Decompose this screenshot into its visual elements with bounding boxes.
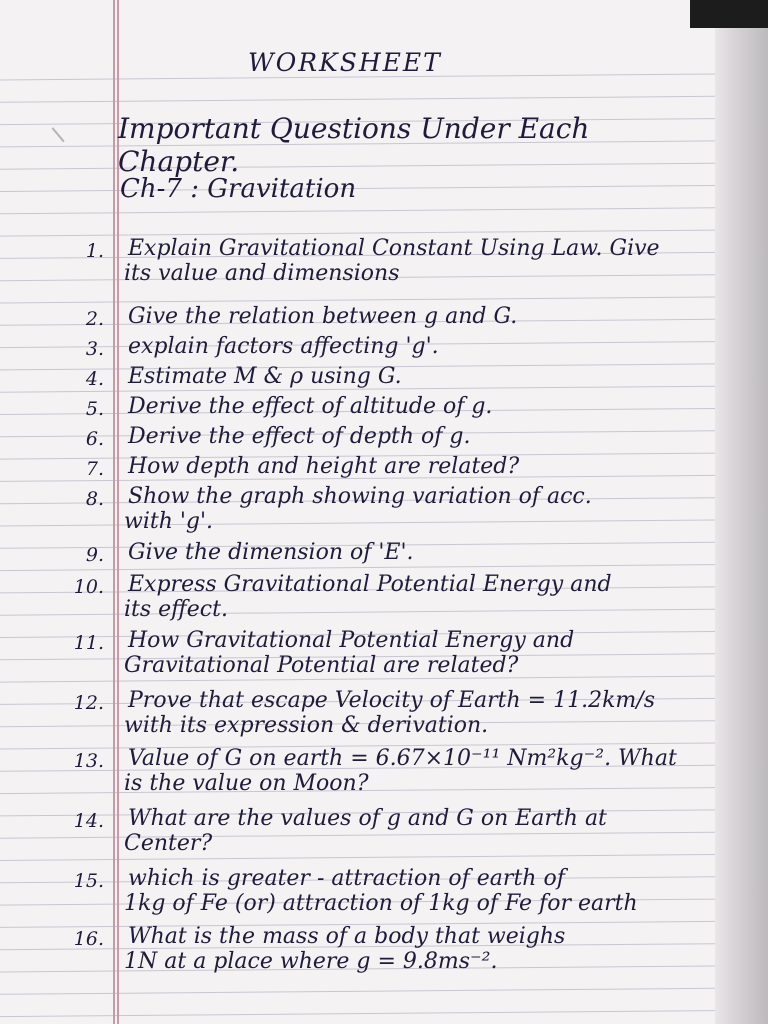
notebook-binding	[715, 0, 768, 1024]
question-number: 16.	[73, 928, 104, 950]
question-number: 8.	[85, 488, 104, 510]
question-text-line: its value and dimensions	[124, 261, 400, 286]
question-number: 7.	[85, 458, 104, 480]
question-text-line: 1N at a place where g = 9.8ms⁻².	[124, 949, 498, 974]
question-text-line: How Gravitational Potential Energy and	[128, 628, 575, 653]
question-number: 3.	[85, 338, 104, 360]
question-number: 1.	[85, 240, 104, 262]
question-number: 11.	[73, 632, 104, 654]
worksheet-heading: WORKSHEET	[248, 48, 442, 77]
question-number: 5.	[85, 398, 104, 420]
question-text-line: Estimate M & ρ using G.	[128, 364, 402, 389]
question-text-line: which is greater - attraction of earth of	[128, 866, 565, 891]
question-text-line: Give the dimension of 'E'.	[128, 540, 414, 565]
question-text-line: Value of G on earth = 6.67×10⁻¹¹ Nm²kg⁻². What	[128, 746, 677, 771]
question-text-line: explain factors affecting 'g'.	[128, 334, 439, 359]
question-text-line: Derive the effect of depth of g.	[128, 424, 471, 449]
question-text-line: 1kg of Fe (or) attraction of 1kg of Fe for earth	[124, 891, 638, 916]
question-number: 12.	[73, 692, 104, 714]
question-text-line: What is the mass of a body that weighs	[128, 924, 566, 949]
question-number: 10.	[73, 576, 104, 598]
question-text-line: with 'g'.	[124, 509, 214, 534]
question-number: 4.	[85, 368, 104, 390]
question-text-line: Show the graph showing variation of acc.	[128, 484, 592, 509]
question-text-line: Gravitational Potential are related?	[124, 653, 519, 678]
question-number: 15.	[73, 870, 104, 892]
worksheet-subheading: Important Questions Under Each Chapter.	[118, 112, 590, 178]
background-corner	[690, 0, 768, 28]
question-text-line: Prove that escape Velocity of Earth = 11.2km/s	[128, 688, 655, 713]
question-number: 14.	[73, 810, 104, 832]
question-number: 13.	[73, 750, 104, 772]
question-text-line: What are the values of g and G on Earth at	[128, 806, 607, 831]
question-text-line: Explain Gravitational Constant Using Law. Give	[128, 236, 660, 261]
question-text-line: How depth and height are related?	[128, 454, 520, 479]
question-text-line: its effect.	[124, 597, 228, 622]
question-text-line: Express Gravitational Potential Energy and	[128, 572, 612, 597]
question-number: 2.	[85, 308, 104, 330]
question-number: 6.	[85, 428, 104, 450]
question-text-line: Center?	[124, 831, 213, 856]
chapter-title: Ch-7 : Gravitation	[120, 174, 357, 204]
question-text-line: is the value on Moon?	[124, 771, 369, 796]
question-text-line: with its expression & derivation.	[124, 713, 489, 738]
question-text-line: Derive the effect of altitude of g.	[128, 394, 493, 419]
question-number: 9.	[85, 544, 104, 566]
question-text-line: Give the relation between g and G.	[128, 304, 518, 329]
